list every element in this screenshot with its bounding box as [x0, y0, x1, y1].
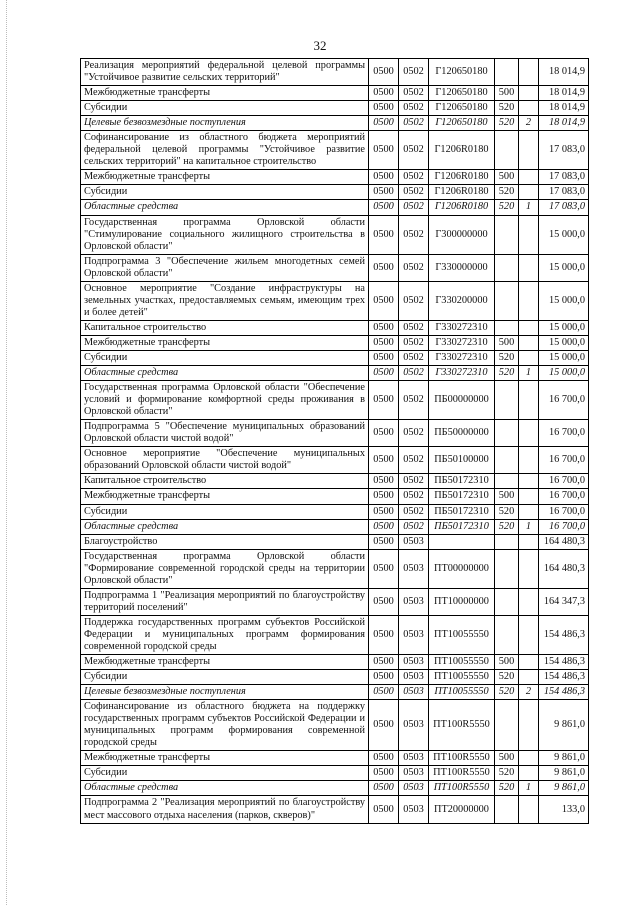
row-amount: 16 700,0: [539, 447, 589, 474]
section-code: 0500: [369, 86, 399, 101]
row-amount: 154 486,3: [539, 615, 589, 654]
subsection-code: 0502: [399, 170, 429, 185]
section-code: 0500: [369, 131, 399, 170]
subsection-code: 0503: [399, 534, 429, 549]
target-article-code: ПБ50172310: [429, 489, 495, 504]
table-row: [81, 420, 589, 447]
table-row: [81, 320, 589, 335]
section-code: 0500: [369, 700, 399, 751]
target-article-code: ПТ00000000: [429, 549, 495, 588]
funding-source-code: [519, 549, 539, 588]
subsection-code: 0502: [399, 200, 429, 215]
funding-source-code: [519, 335, 539, 350]
table-row: [81, 86, 589, 101]
table-row: [81, 101, 589, 116]
funding-source-code: [519, 751, 539, 766]
section-code: 0500: [369, 320, 399, 335]
page-number: 32: [313, 38, 327, 53]
funding-source-code: 1: [519, 519, 539, 534]
target-article-code: ПТ10055550: [429, 685, 495, 700]
row-description: Подпрограмма 1 "Реализация мероприятий по благоустройству территорий поселений": [81, 588, 369, 615]
target-article-code: ПТ10000000: [429, 588, 495, 615]
row-amount: 18 014,9: [539, 86, 589, 101]
table-row: [81, 200, 589, 215]
funding-source-code: 1: [519, 200, 539, 215]
table-row: [81, 781, 589, 796]
section-code: 0500: [369, 655, 399, 670]
row-amount: 16 700,0: [539, 504, 589, 519]
table-row: [81, 519, 589, 534]
section-code: 0500: [369, 101, 399, 116]
row-description: Субсидии: [81, 101, 369, 116]
expense-type-code: [495, 381, 519, 420]
expense-type-code: 500: [495, 86, 519, 101]
funding-source-code: [519, 170, 539, 185]
target-article-code: Г120650180: [429, 86, 495, 101]
subsection-code: 0502: [399, 335, 429, 350]
target-article-code: Г1206R0180: [429, 200, 495, 215]
subsection-code: 0503: [399, 796, 429, 823]
row-description: Государственная программа Орловской области "Стимулирование социального жилищного строительства в Орловской области": [81, 215, 369, 254]
funding-source-code: [519, 320, 539, 335]
expense-type-code: [495, 796, 519, 823]
row-description: Межбюджетные трансферты: [81, 335, 369, 350]
row-amount: 16 700,0: [539, 489, 589, 504]
row-description: Субсидии: [81, 185, 369, 200]
funding-source-code: [519, 59, 539, 86]
section-code: 0500: [369, 366, 399, 381]
funding-source-code: [519, 655, 539, 670]
expense-type-code: 520: [495, 766, 519, 781]
row-description: Межбюджетные трансферты: [81, 86, 369, 101]
section-code: 0500: [369, 381, 399, 420]
row-amount: 9 861,0: [539, 766, 589, 781]
table-row: [81, 116, 589, 131]
funding-source-code: [519, 101, 539, 116]
expense-type-code: [495, 131, 519, 170]
row-amount: 15 000,0: [539, 281, 589, 320]
row-amount: 15 000,0: [539, 215, 589, 254]
section-code: 0500: [369, 185, 399, 200]
section-code: 0500: [369, 796, 399, 823]
expense-type-code: 500: [495, 489, 519, 504]
subsection-code: 0502: [399, 519, 429, 534]
funding-source-code: [519, 281, 539, 320]
table-row: [81, 685, 589, 700]
row-amount: 17 083,0: [539, 200, 589, 215]
table-row: [81, 170, 589, 185]
budget-table: [80, 58, 589, 824]
row-description: Областные средства: [81, 366, 369, 381]
subsection-code: 0502: [399, 504, 429, 519]
section-code: 0500: [369, 534, 399, 549]
target-article-code: ПТ10055550: [429, 670, 495, 685]
row-amount: 154 486,3: [539, 685, 589, 700]
section-code: 0500: [369, 615, 399, 654]
table-row: [81, 335, 589, 350]
funding-source-code: [519, 131, 539, 170]
table-row: [81, 185, 589, 200]
expense-type-code: [495, 254, 519, 281]
expense-type-code: 520: [495, 101, 519, 116]
subsection-code: 0502: [399, 474, 429, 489]
row-amount: 15 000,0: [539, 254, 589, 281]
expense-type-code: 520: [495, 366, 519, 381]
row-description: Основное мероприятие "Создание инфраструктуры на земельных участках, предоставляемых семьям, имеющим трех и более детей": [81, 281, 369, 320]
row-amount: 16 700,0: [539, 381, 589, 420]
row-amount: 9 861,0: [539, 751, 589, 766]
section-code: 0500: [369, 474, 399, 489]
subsection-code: 0502: [399, 116, 429, 131]
funding-source-code: [519, 615, 539, 654]
expense-type-code: 520: [495, 116, 519, 131]
table-row: [81, 549, 589, 588]
table-row: [81, 588, 589, 615]
row-description: Основное мероприятие "Обеспечение муниципальных образований Орловской области чистой водой": [81, 447, 369, 474]
section-code: 0500: [369, 116, 399, 131]
row-description: Капитальное строительство: [81, 474, 369, 489]
row-description: Подпрограмма 2 "Реализация мероприятий по благоустройству мест массового отдыха населения (парков, скверов)": [81, 796, 369, 823]
section-code: 0500: [369, 766, 399, 781]
table-row: [81, 215, 589, 254]
row-amount: 18 014,9: [539, 59, 589, 86]
subsection-code: 0502: [399, 350, 429, 365]
row-amount: 17 083,0: [539, 131, 589, 170]
row-description: Софинансирование из областного бюджета мероприятий федеральной целевой программы "Устойчивое развитие сельских территорий" на капитальное строительство: [81, 131, 369, 170]
expense-type-code: [495, 615, 519, 654]
subsection-code: 0503: [399, 588, 429, 615]
table-row: [81, 615, 589, 654]
row-amount: 15 000,0: [539, 366, 589, 381]
row-amount: 18 014,9: [539, 116, 589, 131]
subsection-code: 0502: [399, 254, 429, 281]
funding-source-code: [519, 796, 539, 823]
target-article-code: ПТ10055550: [429, 655, 495, 670]
subsection-code: 0503: [399, 615, 429, 654]
row-description: Межбюджетные трансферты: [81, 655, 369, 670]
expense-type-code: 520: [495, 185, 519, 200]
section-code: 0500: [369, 254, 399, 281]
row-amount: 16 700,0: [539, 519, 589, 534]
row-amount: 9 861,0: [539, 781, 589, 796]
table-row: [81, 254, 589, 281]
row-amount: 17 083,0: [539, 185, 589, 200]
section-code: 0500: [369, 504, 399, 519]
subsection-code: 0503: [399, 751, 429, 766]
section-code: 0500: [369, 519, 399, 534]
target-article-code: Г330272310: [429, 366, 495, 381]
expense-type-code: [495, 588, 519, 615]
target-article-code: ПТ100R5550: [429, 700, 495, 751]
funding-source-code: [519, 504, 539, 519]
row-description: Субсидии: [81, 766, 369, 781]
expense-type-code: [495, 474, 519, 489]
expense-type-code: 500: [495, 170, 519, 185]
section-code: 0500: [369, 170, 399, 185]
subsection-code: 0503: [399, 685, 429, 700]
table-row: [81, 59, 589, 86]
row-description: Целевые безвозмездные поступления: [81, 116, 369, 131]
target-article-code: Г330272310: [429, 350, 495, 365]
target-article-code: Г1206R0180: [429, 170, 495, 185]
expense-type-code: 520: [495, 685, 519, 700]
funding-source-code: [519, 489, 539, 504]
table-row: [81, 534, 589, 549]
target-article-code: Г330272310: [429, 335, 495, 350]
row-amount: 164 480,3: [539, 534, 589, 549]
target-article-code: Г330200000: [429, 281, 495, 320]
row-amount: 15 000,0: [539, 320, 589, 335]
target-article-code: ПБ50172310: [429, 519, 495, 534]
expense-type-code: 520: [495, 781, 519, 796]
target-article-code: ПТ100R5550: [429, 781, 495, 796]
target-article-code: ПБ50172310: [429, 474, 495, 489]
target-article-code: ПТ20000000: [429, 796, 495, 823]
subsection-code: 0502: [399, 489, 429, 504]
expense-type-code: [495, 447, 519, 474]
row-description: Областные средства: [81, 781, 369, 796]
expense-type-code: [495, 549, 519, 588]
row-description: Поддержка государственных программ субъектов Российской Федерации и муниципальных программ формирования современной городской среды: [81, 615, 369, 654]
table-row: [81, 751, 589, 766]
funding-source-code: [519, 474, 539, 489]
subsection-code: 0503: [399, 549, 429, 588]
section-code: 0500: [369, 281, 399, 320]
funding-source-code: 1: [519, 366, 539, 381]
funding-source-code: [519, 420, 539, 447]
section-code: 0500: [369, 549, 399, 588]
target-article-code: Г120650180: [429, 59, 495, 86]
row-description: Подпрограмма 3 "Обеспечение жильем многодетных семей Орловской области": [81, 254, 369, 281]
funding-source-code: [519, 86, 539, 101]
row-description: Реализация мероприятий федеральной целевой программы "Устойчивое развитие сельских территорий": [81, 59, 369, 86]
target-article-code: ПБ50172310: [429, 504, 495, 519]
table-row: [81, 381, 589, 420]
section-code: 0500: [369, 335, 399, 350]
subsection-code: 0502: [399, 381, 429, 420]
row-description: Благоустройство: [81, 534, 369, 549]
table-row: [81, 474, 589, 489]
section-code: 0500: [369, 200, 399, 215]
row-description: Субсидии: [81, 504, 369, 519]
subsection-code: 0502: [399, 366, 429, 381]
row-description: Софинансирование из областного бюджета на поддержку государственных программ субъектов Российской Федерации и муниципальных программ формирования современной городской среды: [81, 700, 369, 751]
subsection-code: 0502: [399, 86, 429, 101]
subsection-code: 0502: [399, 447, 429, 474]
target-article-code: ПБ50100000: [429, 447, 495, 474]
funding-source-code: [519, 350, 539, 365]
row-amount: 16 700,0: [539, 420, 589, 447]
target-article-code: Г330000000: [429, 254, 495, 281]
section-code: 0500: [369, 350, 399, 365]
funding-source-code: [519, 534, 539, 549]
expense-type-code: 500: [495, 335, 519, 350]
expense-type-code: 520: [495, 504, 519, 519]
target-article-code: Г1206R0180: [429, 131, 495, 170]
section-code: 0500: [369, 781, 399, 796]
funding-source-code: [519, 254, 539, 281]
target-article-code: Г300000000: [429, 215, 495, 254]
expense-type-code: [495, 700, 519, 751]
table-row: [81, 766, 589, 781]
subsection-code: 0502: [399, 131, 429, 170]
section-code: 0500: [369, 685, 399, 700]
funding-source-code: [519, 381, 539, 420]
funding-source-code: [519, 700, 539, 751]
expense-type-code: [495, 320, 519, 335]
target-article-code: ПТ10055550: [429, 615, 495, 654]
section-code: 0500: [369, 489, 399, 504]
row-amount: 15 000,0: [539, 350, 589, 365]
target-article-code: Г120650180: [429, 116, 495, 131]
row-description: Межбюджетные трансферты: [81, 489, 369, 504]
subsection-code: 0502: [399, 185, 429, 200]
expense-type-code: [495, 59, 519, 86]
row-description: Государственная программа Орловской области "Обеспечение условий и формирование комфортной среды проживания в Орловской области": [81, 381, 369, 420]
subsection-code: 0502: [399, 320, 429, 335]
section-code: 0500: [369, 588, 399, 615]
target-article-code: Г1206R0180: [429, 185, 495, 200]
section-code: 0500: [369, 215, 399, 254]
subsection-code: 0503: [399, 655, 429, 670]
target-article-code: ПБ50000000: [429, 420, 495, 447]
table-row: [81, 796, 589, 823]
funding-source-code: 2: [519, 116, 539, 131]
expense-type-code: 520: [495, 200, 519, 215]
target-article-code: ПТ100R5550: [429, 751, 495, 766]
expense-type-code: 500: [495, 751, 519, 766]
table-row: [81, 131, 589, 170]
scan-margin-line: [6, 0, 7, 905]
funding-source-code: [519, 766, 539, 781]
subsection-code: 0502: [399, 59, 429, 86]
section-code: 0500: [369, 447, 399, 474]
funding-source-code: [519, 185, 539, 200]
row-amount: 9 861,0: [539, 700, 589, 751]
row-description: Подпрограмма 5 "Обеспечение муниципальных образований Орловской области чистой водой": [81, 420, 369, 447]
row-amount: 164 480,3: [539, 549, 589, 588]
section-code: 0500: [369, 420, 399, 447]
table-row: [81, 366, 589, 381]
target-article-code: [429, 534, 495, 549]
expense-type-code: 500: [495, 655, 519, 670]
row-description: Субсидии: [81, 350, 369, 365]
subsection-code: 0503: [399, 781, 429, 796]
table-row: [81, 700, 589, 751]
funding-source-code: [519, 588, 539, 615]
table-row: [81, 670, 589, 685]
row-description: Целевые безвозмездные поступления: [81, 685, 369, 700]
funding-source-code: [519, 670, 539, 685]
target-article-code: Г330272310: [429, 320, 495, 335]
row-amount: 154 486,3: [539, 655, 589, 670]
target-article-code: ПТ100R5550: [429, 766, 495, 781]
table-row: [81, 281, 589, 320]
expense-type-code: 520: [495, 350, 519, 365]
row-description: Субсидии: [81, 670, 369, 685]
row-amount: 18 014,9: [539, 101, 589, 116]
funding-source-code: 2: [519, 685, 539, 700]
subsection-code: 0502: [399, 215, 429, 254]
target-article-code: Г120650180: [429, 101, 495, 116]
expense-type-code: 520: [495, 670, 519, 685]
subsection-code: 0502: [399, 281, 429, 320]
row-description: Областные средства: [81, 519, 369, 534]
table-row: [81, 447, 589, 474]
subsection-code: 0503: [399, 700, 429, 751]
subsection-code: 0502: [399, 420, 429, 447]
subsection-code: 0503: [399, 766, 429, 781]
section-code: 0500: [369, 751, 399, 766]
funding-source-code: [519, 447, 539, 474]
row-description: Межбюджетные трансферты: [81, 751, 369, 766]
table-row: [81, 504, 589, 519]
row-amount: 17 083,0: [539, 170, 589, 185]
expense-type-code: [495, 215, 519, 254]
row-amount: 16 700,0: [539, 474, 589, 489]
row-amount: 133,0: [539, 796, 589, 823]
subsection-code: 0503: [399, 670, 429, 685]
funding-source-code: 1: [519, 781, 539, 796]
row-description: Областные средства: [81, 200, 369, 215]
row-amount: 164 347,3: [539, 588, 589, 615]
row-amount: 15 000,0: [539, 335, 589, 350]
funding-source-code: [519, 215, 539, 254]
row-description: Государственная программа Орловской области "Формирование современной городской среды на территории Орловской области": [81, 549, 369, 588]
expense-type-code: [495, 534, 519, 549]
expense-type-code: [495, 420, 519, 447]
expense-type-code: [495, 281, 519, 320]
row-description: Межбюджетные трансферты: [81, 170, 369, 185]
target-article-code: ПБ00000000: [429, 381, 495, 420]
table-row: [81, 489, 589, 504]
row-description: Капитальное строительство: [81, 320, 369, 335]
row-amount: 154 486,3: [539, 670, 589, 685]
table-row: [81, 350, 589, 365]
expense-type-code: 520: [495, 519, 519, 534]
table-row: [81, 655, 589, 670]
section-code: 0500: [369, 670, 399, 685]
section-code: 0500: [369, 59, 399, 86]
subsection-code: 0502: [399, 101, 429, 116]
